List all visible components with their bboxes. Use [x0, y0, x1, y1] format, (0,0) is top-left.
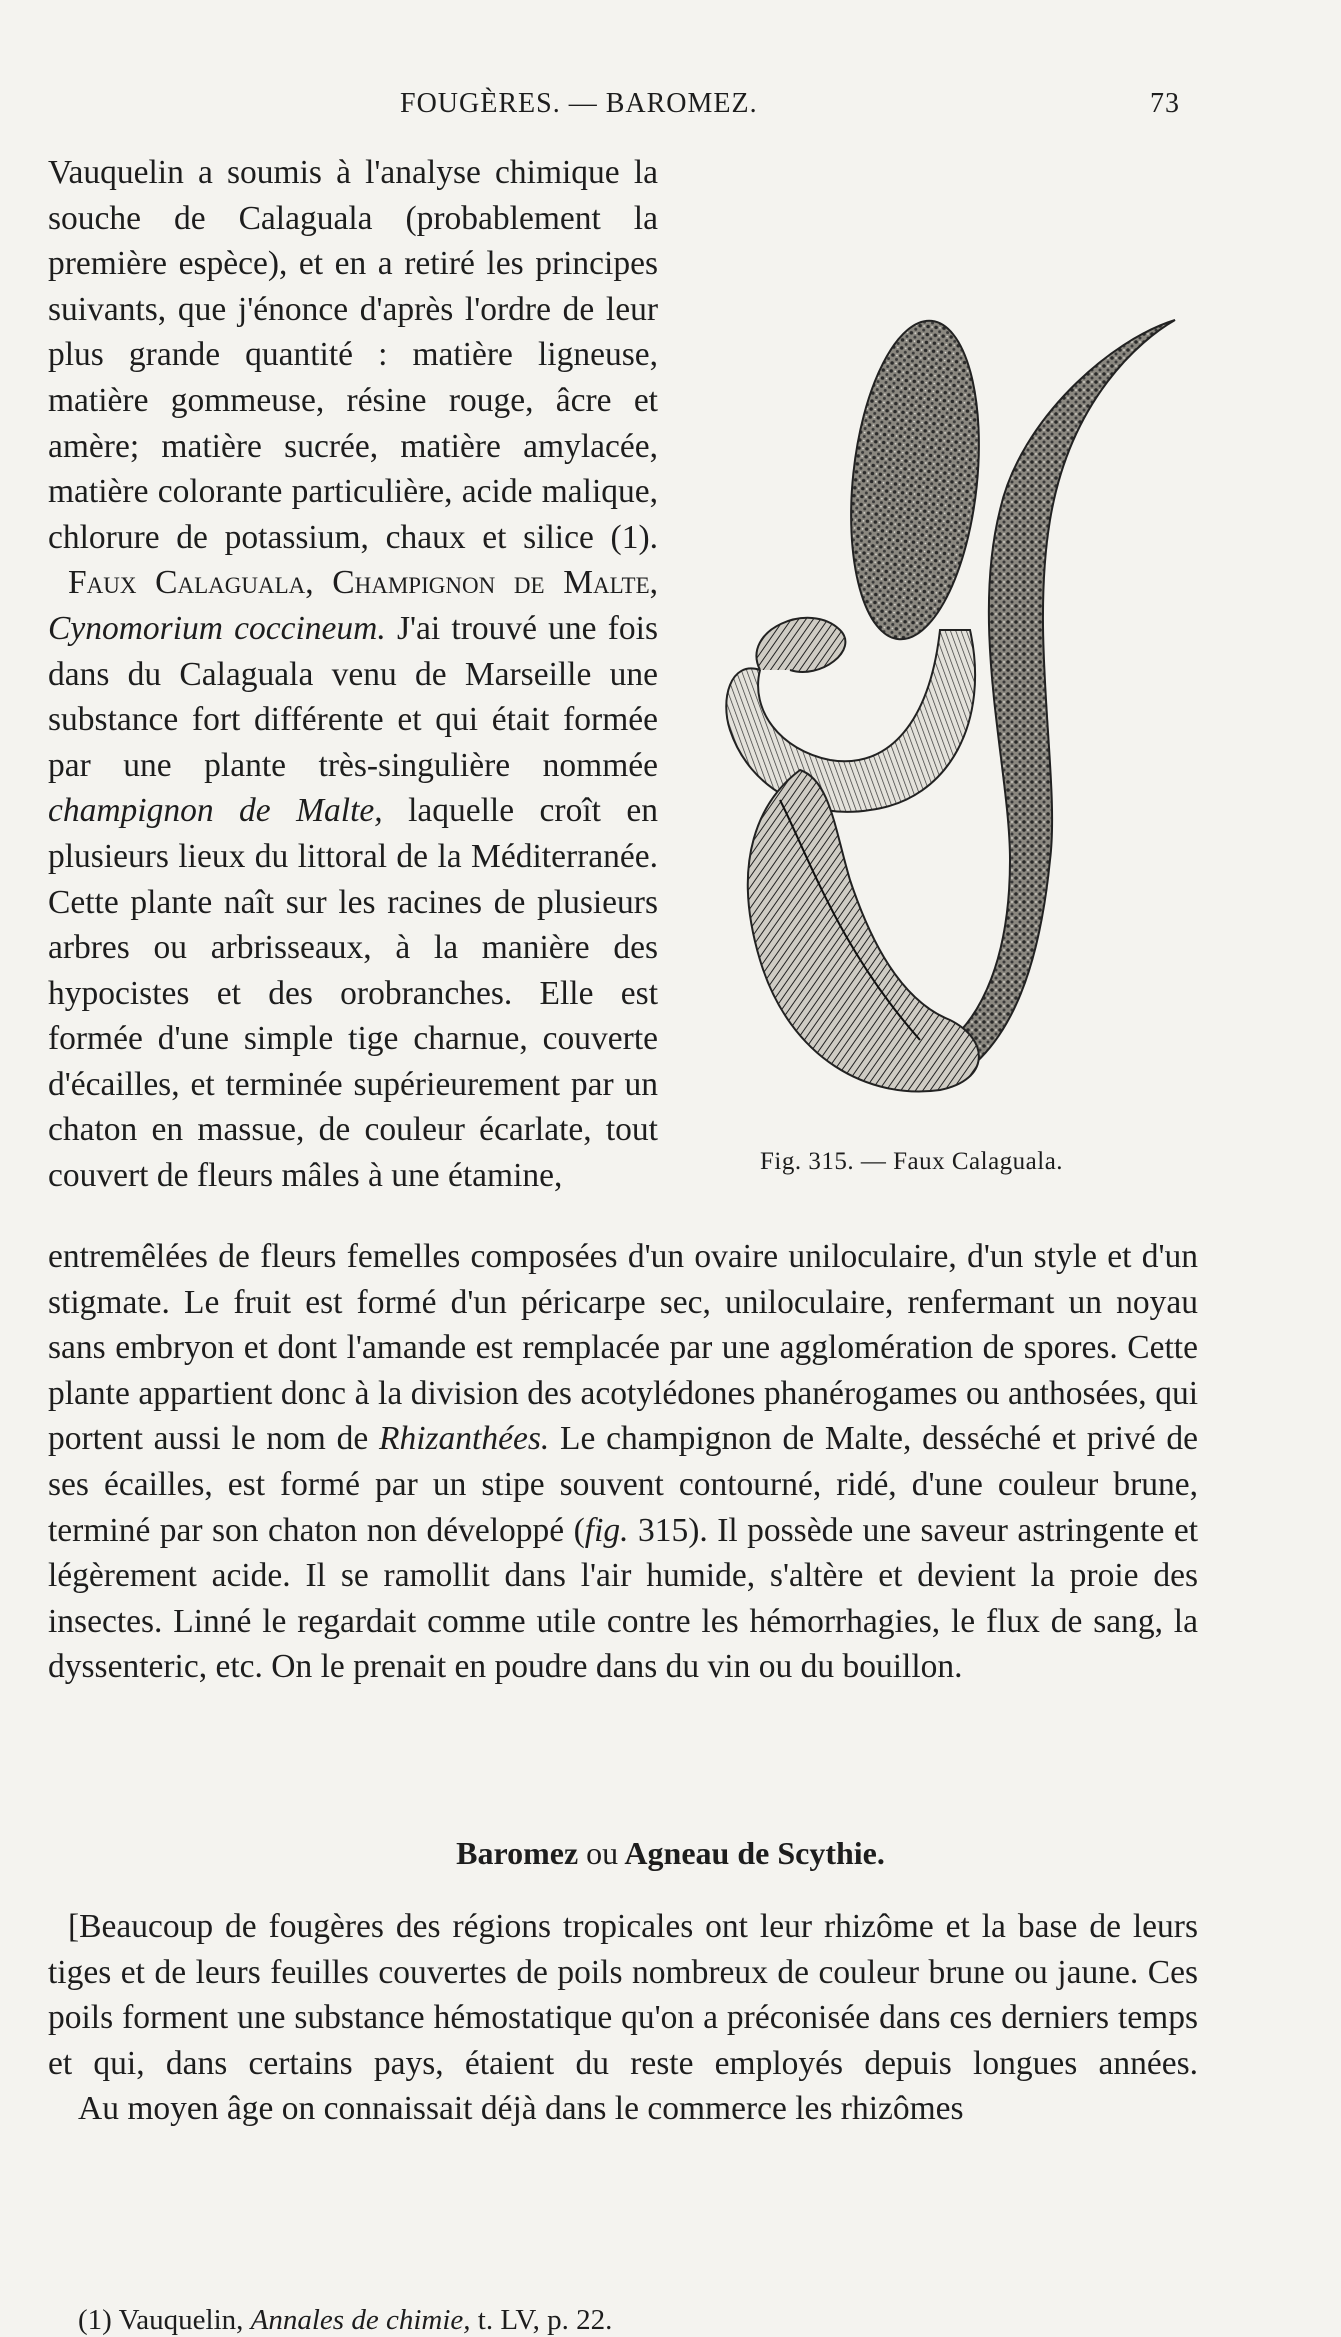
text-run: J'ai trouvé une fois dans du Calaguala venu de Marseille une substance fort différente et qui était formée par une plante très-singulière nommée: [48, 609, 659, 784]
footnote-author: Vauquelin,: [118, 2304, 244, 2336]
section-text: [48, 1904, 1198, 2132]
footnote-journal: Annales de chimie,: [250, 2304, 471, 2336]
entry-title: Faux Calaguala, Champignon de Malte,: [68, 564, 658, 602]
text-run: Le champignon de Malte, desséché et privé de ses écailles, est formé par un stipe souvent contourné, ridé, d'une couleur brune, terminé par son chaton non développé (: [48, 1420, 1199, 1549]
paragraph-moyen-age: Au moyen âge on connaissait déjà dans le commerce les rhizômes: [78, 2090, 964, 2128]
text-run: 315). Il possède une saveur astringente et légèrement acide. Il se ramollit dans l'air humide, s'altère et devient la proie des insectes. Linné le regardait comme utile contre les hémorrhagies, le flux de sang, la dyssenteric, etc. On le prenait en poudre dans du vin ou du bouillon.: [48, 1511, 1198, 1686]
running-title: FOUGÈRES. — BAROMEZ.: [400, 88, 758, 119]
italic-term: Rhizanthées.: [379, 1420, 550, 1458]
full-width-text: [48, 1234, 1198, 1690]
running-header: [70, 88, 1180, 128]
figure-caption: Fig. 315. — Faux Calaguala.: [760, 1148, 1064, 1175]
footnote-reference: t. LV, p. 22.: [477, 2304, 613, 2336]
heading-conjunction: ou: [586, 1835, 619, 1871]
heading-part: Agneau de Scythie.: [624, 1835, 885, 1871]
text-run: entremêlées de fleurs femelles composées d'un ovaire uniloculaire, d'un style et d'un stigmate. Le fruit est formé d'un péricarpe sec, uniloculaire, renfermant un noyau sans embryon et dont l'amande est remplacée par une agglomération de spores. Cette plante appartient donc à la division des acotylédones phanérogames ou anthosées, qui portent aussi le nom de: [48, 1238, 1198, 1458]
paragraph-faux-calaguala: [48, 560, 658, 1198]
italic-term: champignon de Malte,: [48, 792, 383, 830]
figure-faux-calaguala: [670, 300, 1180, 1200]
paragraph-vauquelin: Vauquelin a soumis à l'analyse chimique la souche de Calaguala (probablement la première espèce), et en a retiré les principes suivants, que j'énonce d'après l'ordre de leur plus grande quantité : matière ligneuse, matière gommeuse, résine rouge, âcre et amère; matière sucrée, matière amylacée, matière colorante particulière, acide malique, chlorure de potassium, chaux et silice (1).: [48, 154, 658, 556]
text-run: laquelle croît en plusieurs lieux du littoral de la Méditerranée. Cette plante naît sur les racines de plusieurs arbres ou arbrisseaux, à la manière des hypocistes et des orobranches. Elle est formée d'une simple tige charnue, couverte d'écailles, et terminée supérieurement par un chaton en massue, de couleur écarlate, tout couvert de fleurs mâles à une étamine,: [48, 792, 658, 1195]
left-column-text: [48, 150, 658, 1199]
heading-part: Baromez: [456, 1835, 579, 1871]
figure-reference: fig.: [584, 1511, 629, 1549]
species-name: Cynomorium coccineum.: [48, 609, 386, 647]
footnote: [78, 2304, 612, 2337]
section-heading: [0, 1835, 1341, 1872]
paragraph-fougeres: [Beaucoup de fougères des régions tropicales ont leur rhizôme et la base de leurs tiges et de leurs feuilles couvertes de poils nombreux de couleur brune ou jaune. Ces poils forment une substance hémostatique qu'on a préconisée dans ces derniers temps et qui, dans certains pays, étaient du reste employés depuis longues années.: [48, 1908, 1198, 2082]
footnote-marker: (1): [78, 2304, 112, 2336]
page-number: 73: [1150, 88, 1180, 119]
paragraph-continuation: [48, 1234, 1198, 1690]
